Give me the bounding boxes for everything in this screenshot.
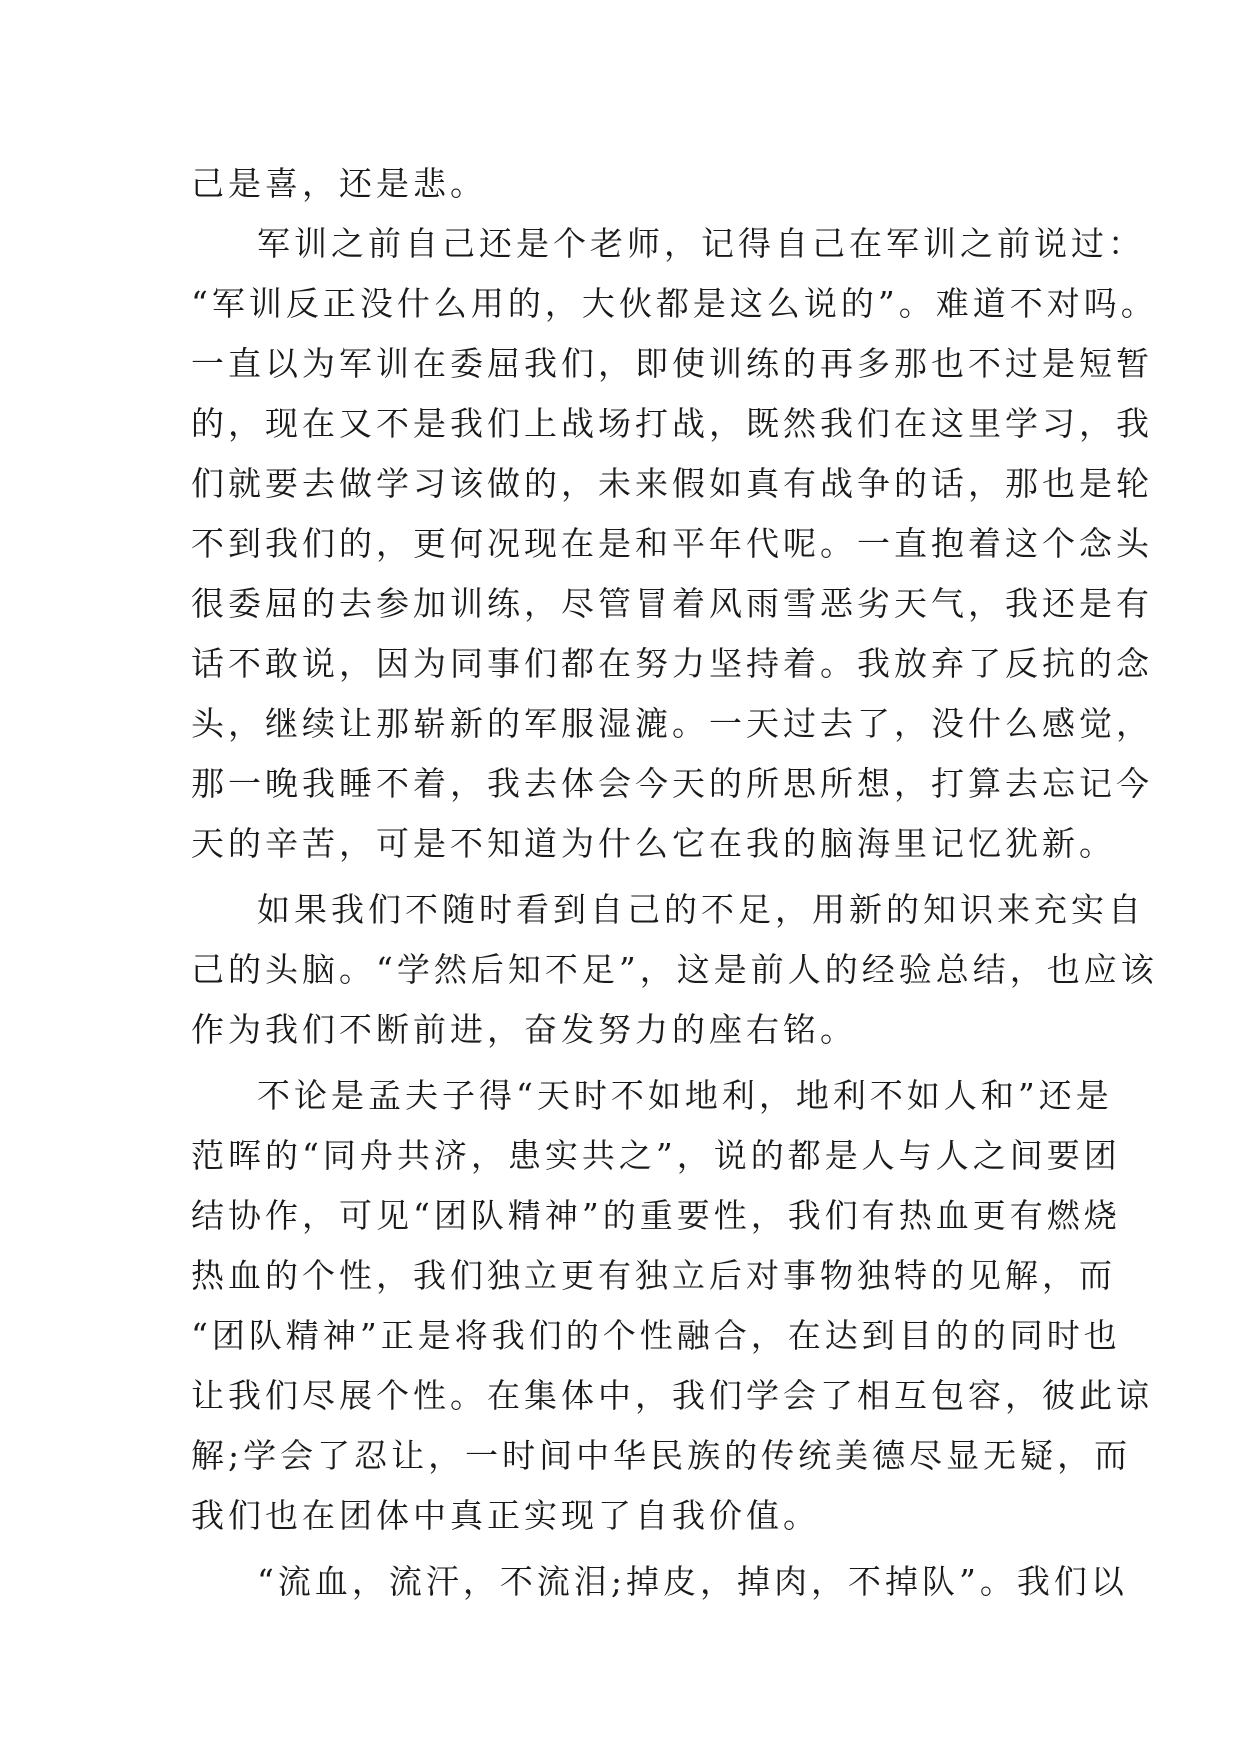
text-line: 己是喜，还是悲。: [191, 164, 487, 203]
text-line: 天的辛苦，可是不知道为什么它在我的脑海里记忆犹新。: [191, 824, 1116, 863]
text-line: 一直以为军训在委屈我们，即使训练的再多那也不过是短暂: [191, 344, 1153, 383]
text-line: 话不敢说，因为同事们都在努力坚持着。我放弃了反抗的念: [191, 644, 1153, 683]
text-line: 那一晚我睡不着，我去体会今天的所思所想，打算去忘记今: [191, 764, 1153, 803]
text-line: 的，现在又不是我们上战场打战，既然我们在这里学习，我: [191, 404, 1153, 443]
text-line: 作为我们不断前进，奋发努力的座右铭。: [191, 1010, 857, 1049]
text-line: “团队精神”正是将我们的个性融合，在达到目的的同时也: [191, 1316, 1121, 1355]
paragraph-first-line: 军训之前自己还是个老师，记得自己在军训之前说过：: [257, 224, 1145, 263]
text-line: 们就要去做学习该做的，未来假如真有战争的话，那也是轮: [191, 464, 1153, 503]
paragraph-first-line: “流血，流汗，不流泪;掉皮，掉肉，不掉队”。我们以: [257, 1562, 1128, 1601]
document-body: [191, 154, 1158, 1612]
text-line: 很委屈的去参加训练，尽管冒着风雨雪恶劣天气，我还是有: [191, 584, 1153, 623]
text-line: 让我们尽展个性。在集体中，我们学会了相互包容，彼此谅: [191, 1376, 1153, 1415]
text-line: 不到我们的，更何况现在是和平年代呢。一直抱着这个念头: [191, 524, 1153, 563]
text-line: 头，继续让那崭新的军服湿漉。一天过去了，没什么感觉，: [191, 704, 1153, 743]
text-line: 热血的个性，我们独立更有独立后对事物独特的见解，而: [191, 1256, 1116, 1295]
text-line: “军训反正没什么用的，大伙都是这么说的”。难道不对吗。: [191, 284, 1158, 323]
paragraph-first-line: 不论是孟夫子得“天时不如地利，地利不如人和”还是: [257, 1076, 1113, 1115]
text-line: 解;学会了忍让，一时间中华民族的传统美德尽显无疑，而: [191, 1436, 1132, 1475]
text-line: 己的头脑。“学然后知不足”，这是前人的经验总结，也应该: [191, 950, 1158, 989]
text-line: 结协作，可见“团队精神”的重要性，我们有热血更有燃烧: [191, 1196, 1121, 1235]
text-line: 范晖的“同舟共济，患实共之”，说的都是人与人之间要团: [191, 1136, 1121, 1175]
text-line: 我们也在团体中真正实现了自我价值。: [191, 1496, 820, 1535]
paragraph-first-line: 如果我们不随时看到自己的不足，用新的知识来充实自: [257, 890, 1145, 929]
